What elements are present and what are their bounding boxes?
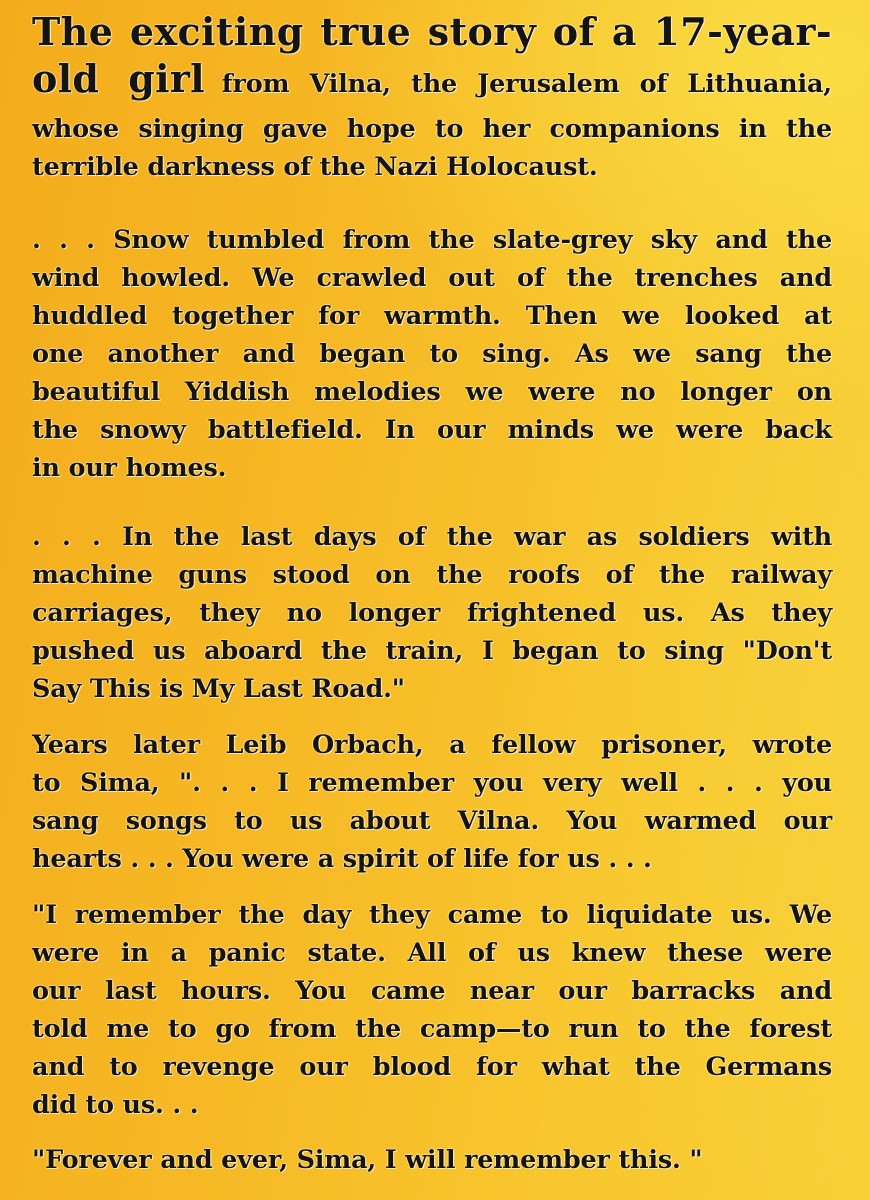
paragraph-line: hearts . . . You were a spirit of life for us . . . xyxy=(32,844,652,874)
paragraph-liquidation xyxy=(32,896,832,1124)
headline-line-4 xyxy=(32,148,832,186)
headline-text: The exciting true story of a 17-year- xyxy=(32,9,832,54)
headline-line-2-rest: from Vilna, the Jerusalem of Lithuania, xyxy=(221,69,832,99)
paragraph-train xyxy=(32,518,832,708)
paragraph-line: in our homes. xyxy=(32,453,227,483)
paragraph-line: carriages, they no longer frightened us. As they xyxy=(32,598,832,628)
paragraph-line: sang songs to us about Vilna. You warmed our xyxy=(32,806,832,836)
paragraph-line: . . . Snow tumbled from the slate-grey sky and the xyxy=(32,225,832,255)
paragraph-line: machine guns stood on the roofs of the railway xyxy=(32,560,832,590)
headline-line-3 xyxy=(32,110,832,148)
paragraph-line: Years later Leib Orbach, a fellow prisoner, wrote xyxy=(32,730,832,760)
paragraph-letter xyxy=(32,726,832,878)
paragraph-line: pushed us aboard the train, I began to sing "Don't xyxy=(32,636,832,666)
paragraph-line: wind howled. We crawled out of the trenches and xyxy=(32,263,832,293)
headline-emphasis: old girl xyxy=(32,56,205,101)
headline-line-1 xyxy=(32,8,832,56)
paragraph-line: and to revenge our blood for what the Germans xyxy=(32,1052,832,1082)
paragraph-line: our last hours. You came near our barracks and xyxy=(32,976,832,1006)
paragraph-line: . . . In the last days of the war as soldiers with xyxy=(32,522,832,552)
headline-text: whose singing gave hope to her companions in the xyxy=(32,114,832,144)
paragraph-line: beautiful Yiddish melodies we were no longer on xyxy=(32,377,832,407)
back-cover-text xyxy=(32,8,832,1175)
paragraph-line: to Sima, ". . . I remember you very well . . . you xyxy=(32,768,832,798)
headline xyxy=(32,8,832,186)
paragraph-line: the snowy battlefield. In our minds we were back xyxy=(32,415,832,445)
paragraph-line: did to us. . . xyxy=(32,1090,199,1120)
paragraph-line: one another and began to sing. As we sang the xyxy=(32,339,832,369)
paragraph-line: Say This is My Last Road." xyxy=(32,674,405,704)
headline-text: terrible darkness of the Nazi Holocaust. xyxy=(32,152,598,182)
paragraph-line: were in a panic state. All of us knew these were xyxy=(32,938,832,968)
paragraph-closing-quote xyxy=(32,1141,832,1179)
paragraph-line: "Forever and ever, Sima, I will remember this. " xyxy=(32,1145,703,1175)
headline-line-2 xyxy=(32,56,832,110)
paragraph-line: huddled together for warmth. Then we looked at xyxy=(32,301,832,331)
paragraph-line: told me to go from the camp—to run to the forest xyxy=(32,1014,832,1044)
paragraph-snow xyxy=(32,221,832,487)
paragraph-line: "I remember the day they came to liquidate us. We xyxy=(32,900,832,930)
